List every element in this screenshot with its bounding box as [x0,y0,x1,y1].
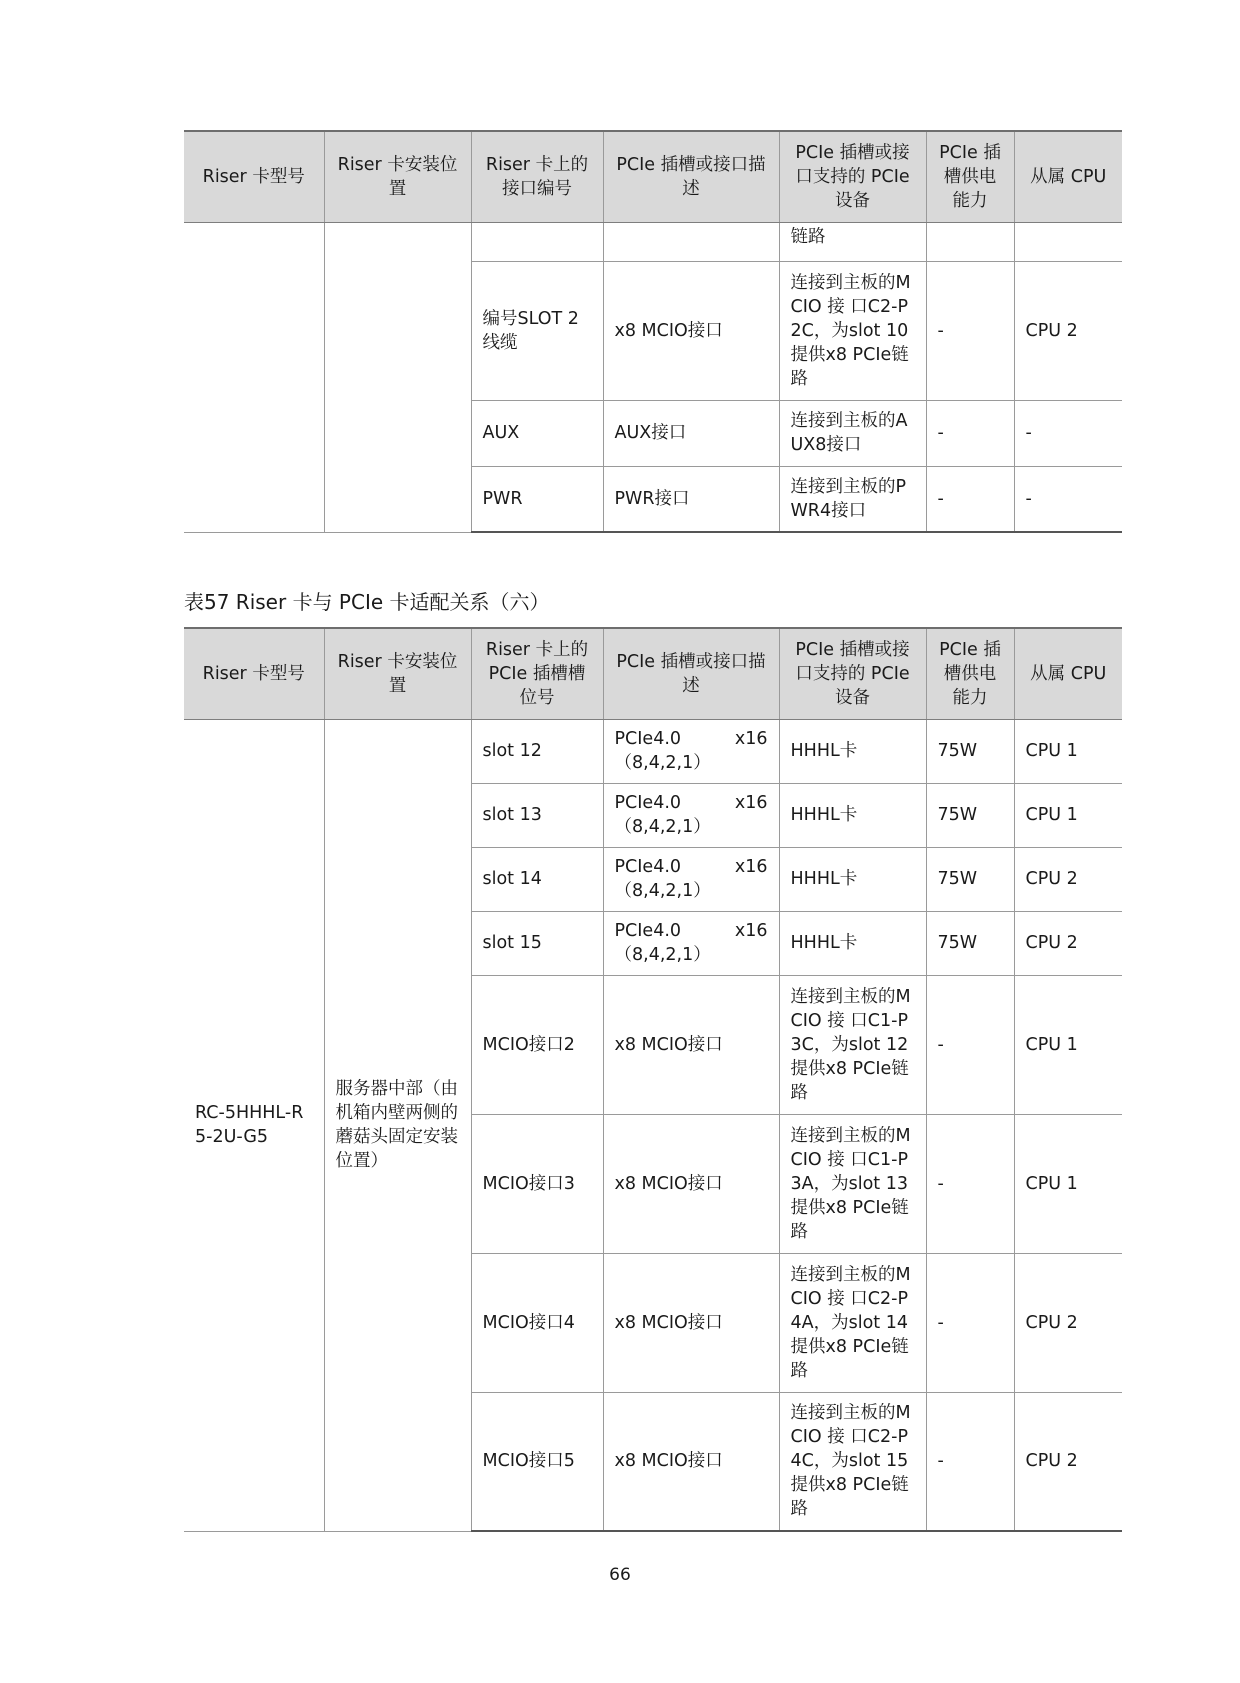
riser-model-cell: RC-5HHHL-R5-2U-G5 [184,719,324,1531]
header-cell: PCIe 插槽或接口支持的 PCIe 设备 [779,131,926,222]
power-cell: 75W [926,911,1014,975]
header-cell: PCIe 插槽或接口支持的 PCIe 设备 [779,628,926,719]
header-cell: PCIe 插槽或接口描述 [603,628,779,719]
slot-cell: slot 15 [471,911,603,975]
desc-width: x16 [734,857,768,877]
device-cell: 连接到主板的AUX8接口 [779,400,926,466]
desc-lanes: （8,4,2,1） [614,881,711,901]
interface-cell: 编号SLOT 2线缆 [471,261,603,400]
desc-cell: AUX接口 [603,400,779,466]
desc-lanes: （8,4,2,1） [614,817,711,837]
interface-cell: AUX [471,400,603,466]
slot-cell: MCIO接口3 [471,1114,603,1253]
power-cell: - [926,975,1014,1114]
desc-cell [603,911,779,975]
cpu-cell: - [1014,466,1122,532]
header-cell: Riser 卡上的接口编号 [471,131,603,222]
desc-cell: PWR接口 [603,466,779,532]
header-cell: PCIe 插槽或接口描述 [603,131,779,222]
cpu-cell: CPU 2 [1014,911,1122,975]
power-cell: 75W [926,783,1014,847]
device-cell: 连接到主板的MCIO 接 口C1-P3C，为slot 12提供x8 PCIe链路 [779,975,926,1114]
cpu-cell: CPU 2 [1014,847,1122,911]
power-cell: - [926,466,1014,532]
slot-cell: slot 14 [471,847,603,911]
header-cell: PCIe 插槽供电能力 [926,628,1014,719]
desc-gen: PCIe4.0 [614,921,682,941]
riser-location-cell: 服务器中部（由机箱内壁两侧的蘑菇头固定安装位置） [324,719,471,1531]
desc-width: x16 [734,793,768,813]
table-header-row [184,131,1122,222]
desc-gen: PCIe4.0 [614,793,682,813]
device-cell: HHHL卡 [779,911,926,975]
table-caption: 表57 Riser 卡与 PCIe 卡适配关系（六） [184,590,550,614]
desc-cell: x8 MCIO接口 [603,1114,779,1253]
page-number: 66 [609,1565,631,1585]
cpu-cell [1014,222,1122,261]
slot-cell: slot 12 [471,719,603,783]
header-cell: Riser 卡安装位置 [324,131,471,222]
desc-line [615,855,768,879]
desc-line [615,727,768,751]
cpu-cell: CPU 1 [1014,1114,1122,1253]
cpu-cell: CPU 1 [1014,719,1122,783]
power-cell: - [926,1114,1014,1253]
desc-cell [603,222,779,261]
header-cell: Riser 卡上的 PCIe 插槽槽位号 [471,628,603,719]
power-cell: 75W [926,719,1014,783]
riser-model-cell [184,222,324,532]
device-cell: 连接到主板的MCIO 接 口C2-P4C，为slot 15提供x8 PCIe链路 [779,1392,926,1531]
device-cell: 连接到主板的PWR4接口 [779,466,926,532]
slot-cell: MCIO接口5 [471,1392,603,1531]
power-cell: 75W [926,847,1014,911]
device-cell: 连接到主板的MCIO 接 口C2-P4A，为slot 14提供x8 PCIe链路 [779,1253,926,1392]
header-cell: Riser 卡型号 [184,131,324,222]
header-cell: Riser 卡型号 [184,628,324,719]
power-cell: - [926,1392,1014,1531]
cpu-cell: CPU 2 [1014,1253,1122,1392]
slot-cell: slot 13 [471,783,603,847]
riser-table-continued [184,130,1122,533]
cpu-cell: CPU 1 [1014,975,1122,1114]
cpu-cell: CPU 1 [1014,783,1122,847]
desc-cell [603,783,779,847]
desc-width: x16 [734,729,768,749]
desc-width: x16 [734,921,768,941]
desc-cell [603,719,779,783]
header-cell: Riser 卡安装位置 [324,628,471,719]
device-cell: HHHL卡 [779,783,926,847]
interface-cell [471,222,603,261]
device-cell: 连接到主板的MCIO 接 口C2-P2C，为slot 10提供x8 PCIe链路 [779,261,926,400]
slot-cell: MCIO接口4 [471,1253,603,1392]
riser-location-cell [324,222,471,532]
desc-lanes: （8,4,2,1） [614,945,711,965]
device-cell: 链路 [779,222,926,261]
cpu-cell: CPU 2 [1014,261,1122,400]
device-cell: HHHL卡 [779,719,926,783]
header-cell: 从属 CPU [1014,628,1122,719]
desc-gen: PCIe4.0 [614,857,682,877]
cpu-cell: - [1014,400,1122,466]
desc-gen: PCIe4.0 [614,729,682,749]
desc-cell: x8 MCIO接口 [603,975,779,1114]
desc-lanes: （8,4,2,1） [614,753,711,773]
table-row [184,719,1122,783]
table-header-row [184,628,1122,719]
power-cell [926,222,1014,261]
interface-cell: PWR [471,466,603,532]
cpu-cell: CPU 2 [1014,1392,1122,1531]
power-cell: - [926,261,1014,400]
desc-cell: x8 MCIO接口 [603,1392,779,1531]
riser-compatibility-table [184,627,1122,1532]
desc-cell: x8 MCIO接口 [603,1253,779,1392]
power-cell: - [926,1253,1014,1392]
desc-line [615,791,768,815]
device-cell: HHHL卡 [779,847,926,911]
desc-cell [603,847,779,911]
device-cell: 连接到主板的MCIO 接 口C1-P3A，为slot 13提供x8 PCIe链路 [779,1114,926,1253]
slot-cell: MCIO接口2 [471,975,603,1114]
power-cell: - [926,400,1014,466]
desc-cell: x8 MCIO接口 [603,261,779,400]
header-cell: 从属 CPU [1014,131,1122,222]
desc-line [615,919,768,943]
table-row [184,222,1122,261]
header-cell: PCIe 插槽供电能力 [926,131,1014,222]
